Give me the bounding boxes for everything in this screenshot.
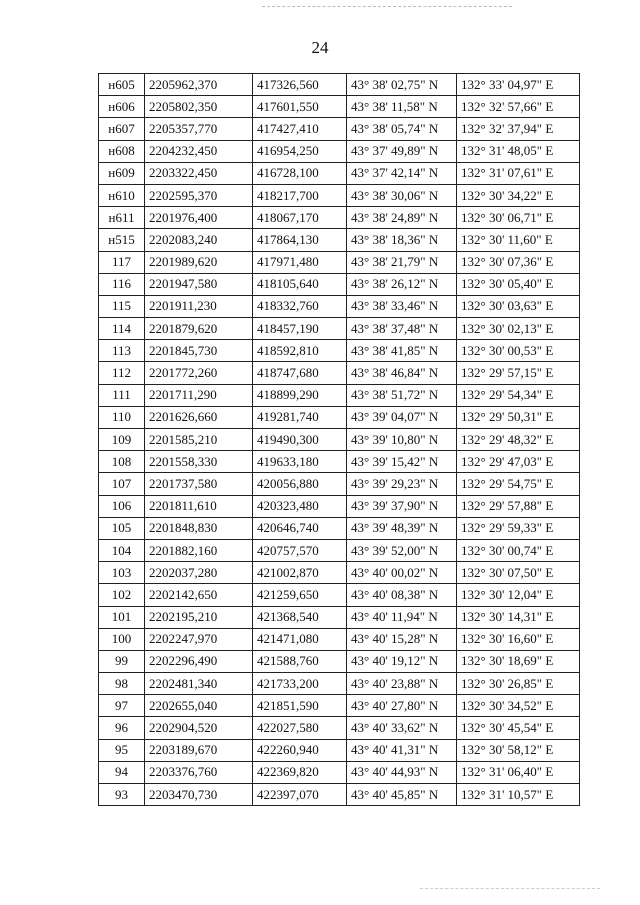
point-id-cell: 110 <box>99 406 145 428</box>
table-row <box>99 495 580 517</box>
latitude-cell: 43° 38' 41,85" N <box>347 340 457 362</box>
y-coordinate-cell: 422260,940 <box>253 739 347 761</box>
point-id-cell: 113 <box>99 340 145 362</box>
y-coordinate-cell: 418457,190 <box>253 318 347 340</box>
table-row <box>99 539 580 561</box>
latitude-cell: 43° 39' 29,23" N <box>347 473 457 495</box>
point-id-cell: 101 <box>99 606 145 628</box>
y-coordinate-cell: 417864,130 <box>253 229 347 251</box>
latitude-cell: 43° 40' 11,94" N <box>347 606 457 628</box>
latitude-cell: 43° 38' 21,79" N <box>347 251 457 273</box>
y-coordinate-cell: 418217,700 <box>253 184 347 206</box>
x-coordinate-cell: 2201976,400 <box>145 207 253 229</box>
latitude-cell: 43° 40' 08,38" N <box>347 584 457 606</box>
latitude-cell: 43° 37' 49,89" N <box>347 140 457 162</box>
point-id-cell: 99 <box>99 650 145 672</box>
longitude-cell: 132° 29' 57,88" E <box>457 495 580 517</box>
x-coordinate-cell: 2201848,830 <box>145 517 253 539</box>
x-coordinate-cell: 2201845,730 <box>145 340 253 362</box>
latitude-cell: 43° 39' 04,07" N <box>347 406 457 428</box>
table-row <box>99 207 580 229</box>
y-coordinate-cell: 416728,100 <box>253 162 347 184</box>
y-coordinate-cell: 420323,480 <box>253 495 347 517</box>
table-row <box>99 473 580 495</box>
longitude-cell: 132° 29' 47,03" E <box>457 451 580 473</box>
point-id-cell: 95 <box>99 739 145 761</box>
y-coordinate-cell: 421471,080 <box>253 628 347 650</box>
longitude-cell: 132° 33' 04,97" E <box>457 74 580 96</box>
x-coordinate-cell: 2201879,620 <box>145 318 253 340</box>
y-coordinate-cell: 420646,740 <box>253 517 347 539</box>
latitude-cell: 43° 40' 23,88" N <box>347 673 457 695</box>
longitude-cell: 132° 30' 12,04" E <box>457 584 580 606</box>
longitude-cell: 132° 30' 00,74" E <box>457 539 580 561</box>
table-row <box>99 162 580 184</box>
table-row <box>99 118 580 140</box>
point-id-cell: н607 <box>99 118 145 140</box>
point-id-cell: 115 <box>99 295 145 317</box>
point-id-cell: н611 <box>99 207 145 229</box>
point-id-cell: 104 <box>99 539 145 561</box>
latitude-cell: 43° 40' 33,62" N <box>347 717 457 739</box>
latitude-cell: 43° 38' 37,48" N <box>347 318 457 340</box>
x-coordinate-cell: 2205962,370 <box>145 74 253 96</box>
point-id-cell: 114 <box>99 318 145 340</box>
point-id-cell: 106 <box>99 495 145 517</box>
y-coordinate-cell: 418105,640 <box>253 273 347 295</box>
longitude-cell: 132° 30' 06,71" E <box>457 207 580 229</box>
y-coordinate-cell: 420056,880 <box>253 473 347 495</box>
table-row <box>99 562 580 584</box>
y-coordinate-cell: 422397,070 <box>253 784 347 806</box>
longitude-cell: 132° 31' 06,40" E <box>457 761 580 783</box>
y-coordinate-cell: 419490,300 <box>253 429 347 451</box>
table-row <box>99 451 580 473</box>
longitude-cell: 132° 29' 48,32" E <box>457 429 580 451</box>
table-row <box>99 628 580 650</box>
table-row <box>99 96 580 118</box>
x-coordinate-cell: 2202037,280 <box>145 562 253 584</box>
table-row <box>99 606 580 628</box>
x-coordinate-cell: 2202655,040 <box>145 695 253 717</box>
x-coordinate-cell: 2203189,670 <box>145 739 253 761</box>
latitude-cell: 43° 37' 42,14" N <box>347 162 457 184</box>
latitude-cell: 43° 39' 15,42" N <box>347 451 457 473</box>
point-id-cell: 100 <box>99 628 145 650</box>
longitude-cell: 132° 32' 37,94" E <box>457 118 580 140</box>
table-row <box>99 229 580 251</box>
longitude-cell: 132° 30' 45,54" E <box>457 717 580 739</box>
table-row <box>99 673 580 695</box>
y-coordinate-cell: 421733,200 <box>253 673 347 695</box>
x-coordinate-cell: 2204232,450 <box>145 140 253 162</box>
point-id-cell: 93 <box>99 784 145 806</box>
table-row <box>99 650 580 672</box>
point-id-cell: 109 <box>99 429 145 451</box>
latitude-cell: 43° 38' 26,12" N <box>347 273 457 295</box>
table-row <box>99 184 580 206</box>
table-row <box>99 362 580 384</box>
longitude-cell: 132° 29' 54,34" E <box>457 384 580 406</box>
latitude-cell: 43° 39' 10,80" N <box>347 429 457 451</box>
page-number: 24 <box>311 38 329 57</box>
longitude-cell: 132° 30' 16,60" E <box>457 628 580 650</box>
latitude-cell: 43° 38' 05,74" N <box>347 118 457 140</box>
y-coordinate-cell: 422369,820 <box>253 761 347 783</box>
longitude-cell: 132° 30' 00,53" E <box>457 340 580 362</box>
table-row <box>99 761 580 783</box>
table-row <box>99 74 580 96</box>
x-coordinate-cell: 2205802,350 <box>145 96 253 118</box>
x-coordinate-cell: 2203322,450 <box>145 162 253 184</box>
y-coordinate-cell: 422027,580 <box>253 717 347 739</box>
y-coordinate-cell: 418592,810 <box>253 340 347 362</box>
point-id-cell: н610 <box>99 184 145 206</box>
y-coordinate-cell: 421851,590 <box>253 695 347 717</box>
x-coordinate-cell: 2202481,340 <box>145 673 253 695</box>
point-id-cell: 111 <box>99 384 145 406</box>
longitude-cell: 132° 29' 54,75" E <box>457 473 580 495</box>
latitude-cell: 43° 38' 18,36" N <box>347 229 457 251</box>
point-id-cell: 102 <box>99 584 145 606</box>
y-coordinate-cell: 421368,540 <box>253 606 347 628</box>
table-row <box>99 429 580 451</box>
latitude-cell: 43° 40' 44,93" N <box>347 761 457 783</box>
latitude-cell: 43° 40' 27,80" N <box>347 695 457 717</box>
longitude-cell: 132° 31' 48,05" E <box>457 140 580 162</box>
table-row <box>99 340 580 362</box>
longitude-cell: 132° 30' 07,36" E <box>457 251 580 273</box>
longitude-cell: 132° 30' 18,69" E <box>457 650 580 672</box>
latitude-cell: 43° 38' 24,89" N <box>347 207 457 229</box>
longitude-cell: 132° 30' 34,52" E <box>457 695 580 717</box>
longitude-cell: 132° 30' 58,12" E <box>457 739 580 761</box>
point-id-cell: 116 <box>99 273 145 295</box>
x-coordinate-cell: 2202247,970 <box>145 628 253 650</box>
longitude-cell: 132° 29' 50,31" E <box>457 406 580 428</box>
table-row <box>99 784 580 806</box>
longitude-cell: 132° 29' 59,33" E <box>457 517 580 539</box>
point-id-cell: 108 <box>99 451 145 473</box>
table-row <box>99 273 580 295</box>
x-coordinate-cell: 2202142,650 <box>145 584 253 606</box>
latitude-cell: 43° 40' 15,28" N <box>347 628 457 650</box>
x-coordinate-cell: 2201911,230 <box>145 295 253 317</box>
point-id-cell: 107 <box>99 473 145 495</box>
point-id-cell: 94 <box>99 761 145 783</box>
table-row <box>99 384 580 406</box>
y-coordinate-cell: 418899,290 <box>253 384 347 406</box>
point-id-cell: 96 <box>99 717 145 739</box>
y-coordinate-cell: 419633,180 <box>253 451 347 473</box>
x-coordinate-cell: 2201711,290 <box>145 384 253 406</box>
longitude-cell: 132° 30' 14,31" E <box>457 606 580 628</box>
latitude-cell: 43° 38' 11,58" N <box>347 96 457 118</box>
latitude-cell: 43° 38' 46,84" N <box>347 362 457 384</box>
longitude-cell: 132° 30' 03,63" E <box>457 295 580 317</box>
table-row <box>99 695 580 717</box>
point-id-cell: 112 <box>99 362 145 384</box>
latitude-cell: 43° 38' 30,06" N <box>347 184 457 206</box>
table-row <box>99 584 580 606</box>
point-id-cell: 103 <box>99 562 145 584</box>
latitude-cell: 43° 40' 19,12" N <box>347 650 457 672</box>
y-coordinate-cell: 417427,410 <box>253 118 347 140</box>
y-coordinate-cell: 418747,680 <box>253 362 347 384</box>
latitude-cell: 43° 39' 52,00" N <box>347 539 457 561</box>
table-row <box>99 739 580 761</box>
x-coordinate-cell: 2202195,210 <box>145 606 253 628</box>
x-coordinate-cell: 2202595,370 <box>145 184 253 206</box>
table-row <box>99 295 580 317</box>
longitude-cell: 132° 30' 05,40" E <box>457 273 580 295</box>
x-coordinate-cell: 2201989,620 <box>145 251 253 273</box>
x-coordinate-cell: 2203470,730 <box>145 784 253 806</box>
point-id-cell: н515 <box>99 229 145 251</box>
top-divider <box>262 6 512 7</box>
y-coordinate-cell: 419281,740 <box>253 406 347 428</box>
latitude-cell: 43° 39' 48,39" N <box>347 517 457 539</box>
point-id-cell: 117 <box>99 251 145 273</box>
y-coordinate-cell: 418332,760 <box>253 295 347 317</box>
y-coordinate-cell: 421588,760 <box>253 650 347 672</box>
x-coordinate-cell: 2201947,580 <box>145 273 253 295</box>
table-row <box>99 140 580 162</box>
longitude-cell: 132° 30' 34,22" E <box>457 184 580 206</box>
x-coordinate-cell: 2201772,260 <box>145 362 253 384</box>
y-coordinate-cell: 421002,870 <box>253 562 347 584</box>
y-coordinate-cell: 416954,250 <box>253 140 347 162</box>
x-coordinate-cell: 2201811,610 <box>145 495 253 517</box>
latitude-cell: 43° 39' 37,90" N <box>347 495 457 517</box>
y-coordinate-cell: 421259,650 <box>253 584 347 606</box>
latitude-cell: 43° 40' 00,02" N <box>347 562 457 584</box>
y-coordinate-cell: 418067,170 <box>253 207 347 229</box>
point-id-cell: 98 <box>99 673 145 695</box>
longitude-cell: 132° 30' 11,60" E <box>457 229 580 251</box>
point-id-cell: н608 <box>99 140 145 162</box>
latitude-cell: 43° 38' 02,75" N <box>347 74 457 96</box>
table-row <box>99 406 580 428</box>
longitude-cell: 132° 30' 26,85" E <box>457 673 580 695</box>
x-coordinate-cell: 2201585,210 <box>145 429 253 451</box>
point-id-cell: 97 <box>99 695 145 717</box>
point-id-cell: н605 <box>99 74 145 96</box>
longitude-cell: 132° 29' 57,15" E <box>457 362 580 384</box>
bottom-divider <box>420 888 600 889</box>
point-id-cell: н606 <box>99 96 145 118</box>
table-row <box>99 517 580 539</box>
y-coordinate-cell: 417601,550 <box>253 96 347 118</box>
x-coordinate-cell: 2201737,580 <box>145 473 253 495</box>
longitude-cell: 132° 30' 02,13" E <box>457 318 580 340</box>
point-id-cell: 105 <box>99 517 145 539</box>
x-coordinate-cell: 2201882,160 <box>145 539 253 561</box>
longitude-cell: 132° 32' 57,66" E <box>457 96 580 118</box>
table-row <box>99 717 580 739</box>
point-id-cell: н609 <box>99 162 145 184</box>
x-coordinate-cell: 2202904,520 <box>145 717 253 739</box>
coordinates-table-body <box>99 74 580 806</box>
longitude-cell: 132° 31' 07,61" E <box>457 162 580 184</box>
latitude-cell: 43° 38' 33,46" N <box>347 295 457 317</box>
coordinates-table <box>98 73 580 806</box>
x-coordinate-cell: 2202083,240 <box>145 229 253 251</box>
latitude-cell: 43° 40' 41,31" N <box>347 739 457 761</box>
x-coordinate-cell: 2205357,770 <box>145 118 253 140</box>
table-row <box>99 318 580 340</box>
table-row <box>99 251 580 273</box>
longitude-cell: 132° 30' 07,50" E <box>457 562 580 584</box>
y-coordinate-cell: 420757,570 <box>253 539 347 561</box>
y-coordinate-cell: 417971,480 <box>253 251 347 273</box>
y-coordinate-cell: 417326,560 <box>253 74 347 96</box>
x-coordinate-cell: 2201626,660 <box>145 406 253 428</box>
longitude-cell: 132° 31' 10,57" E <box>457 784 580 806</box>
x-coordinate-cell: 2202296,490 <box>145 650 253 672</box>
x-coordinate-cell: 2201558,330 <box>145 451 253 473</box>
x-coordinate-cell: 2203376,760 <box>145 761 253 783</box>
latitude-cell: 43° 40' 45,85" N <box>347 784 457 806</box>
latitude-cell: 43° 38' 51,72" N <box>347 384 457 406</box>
